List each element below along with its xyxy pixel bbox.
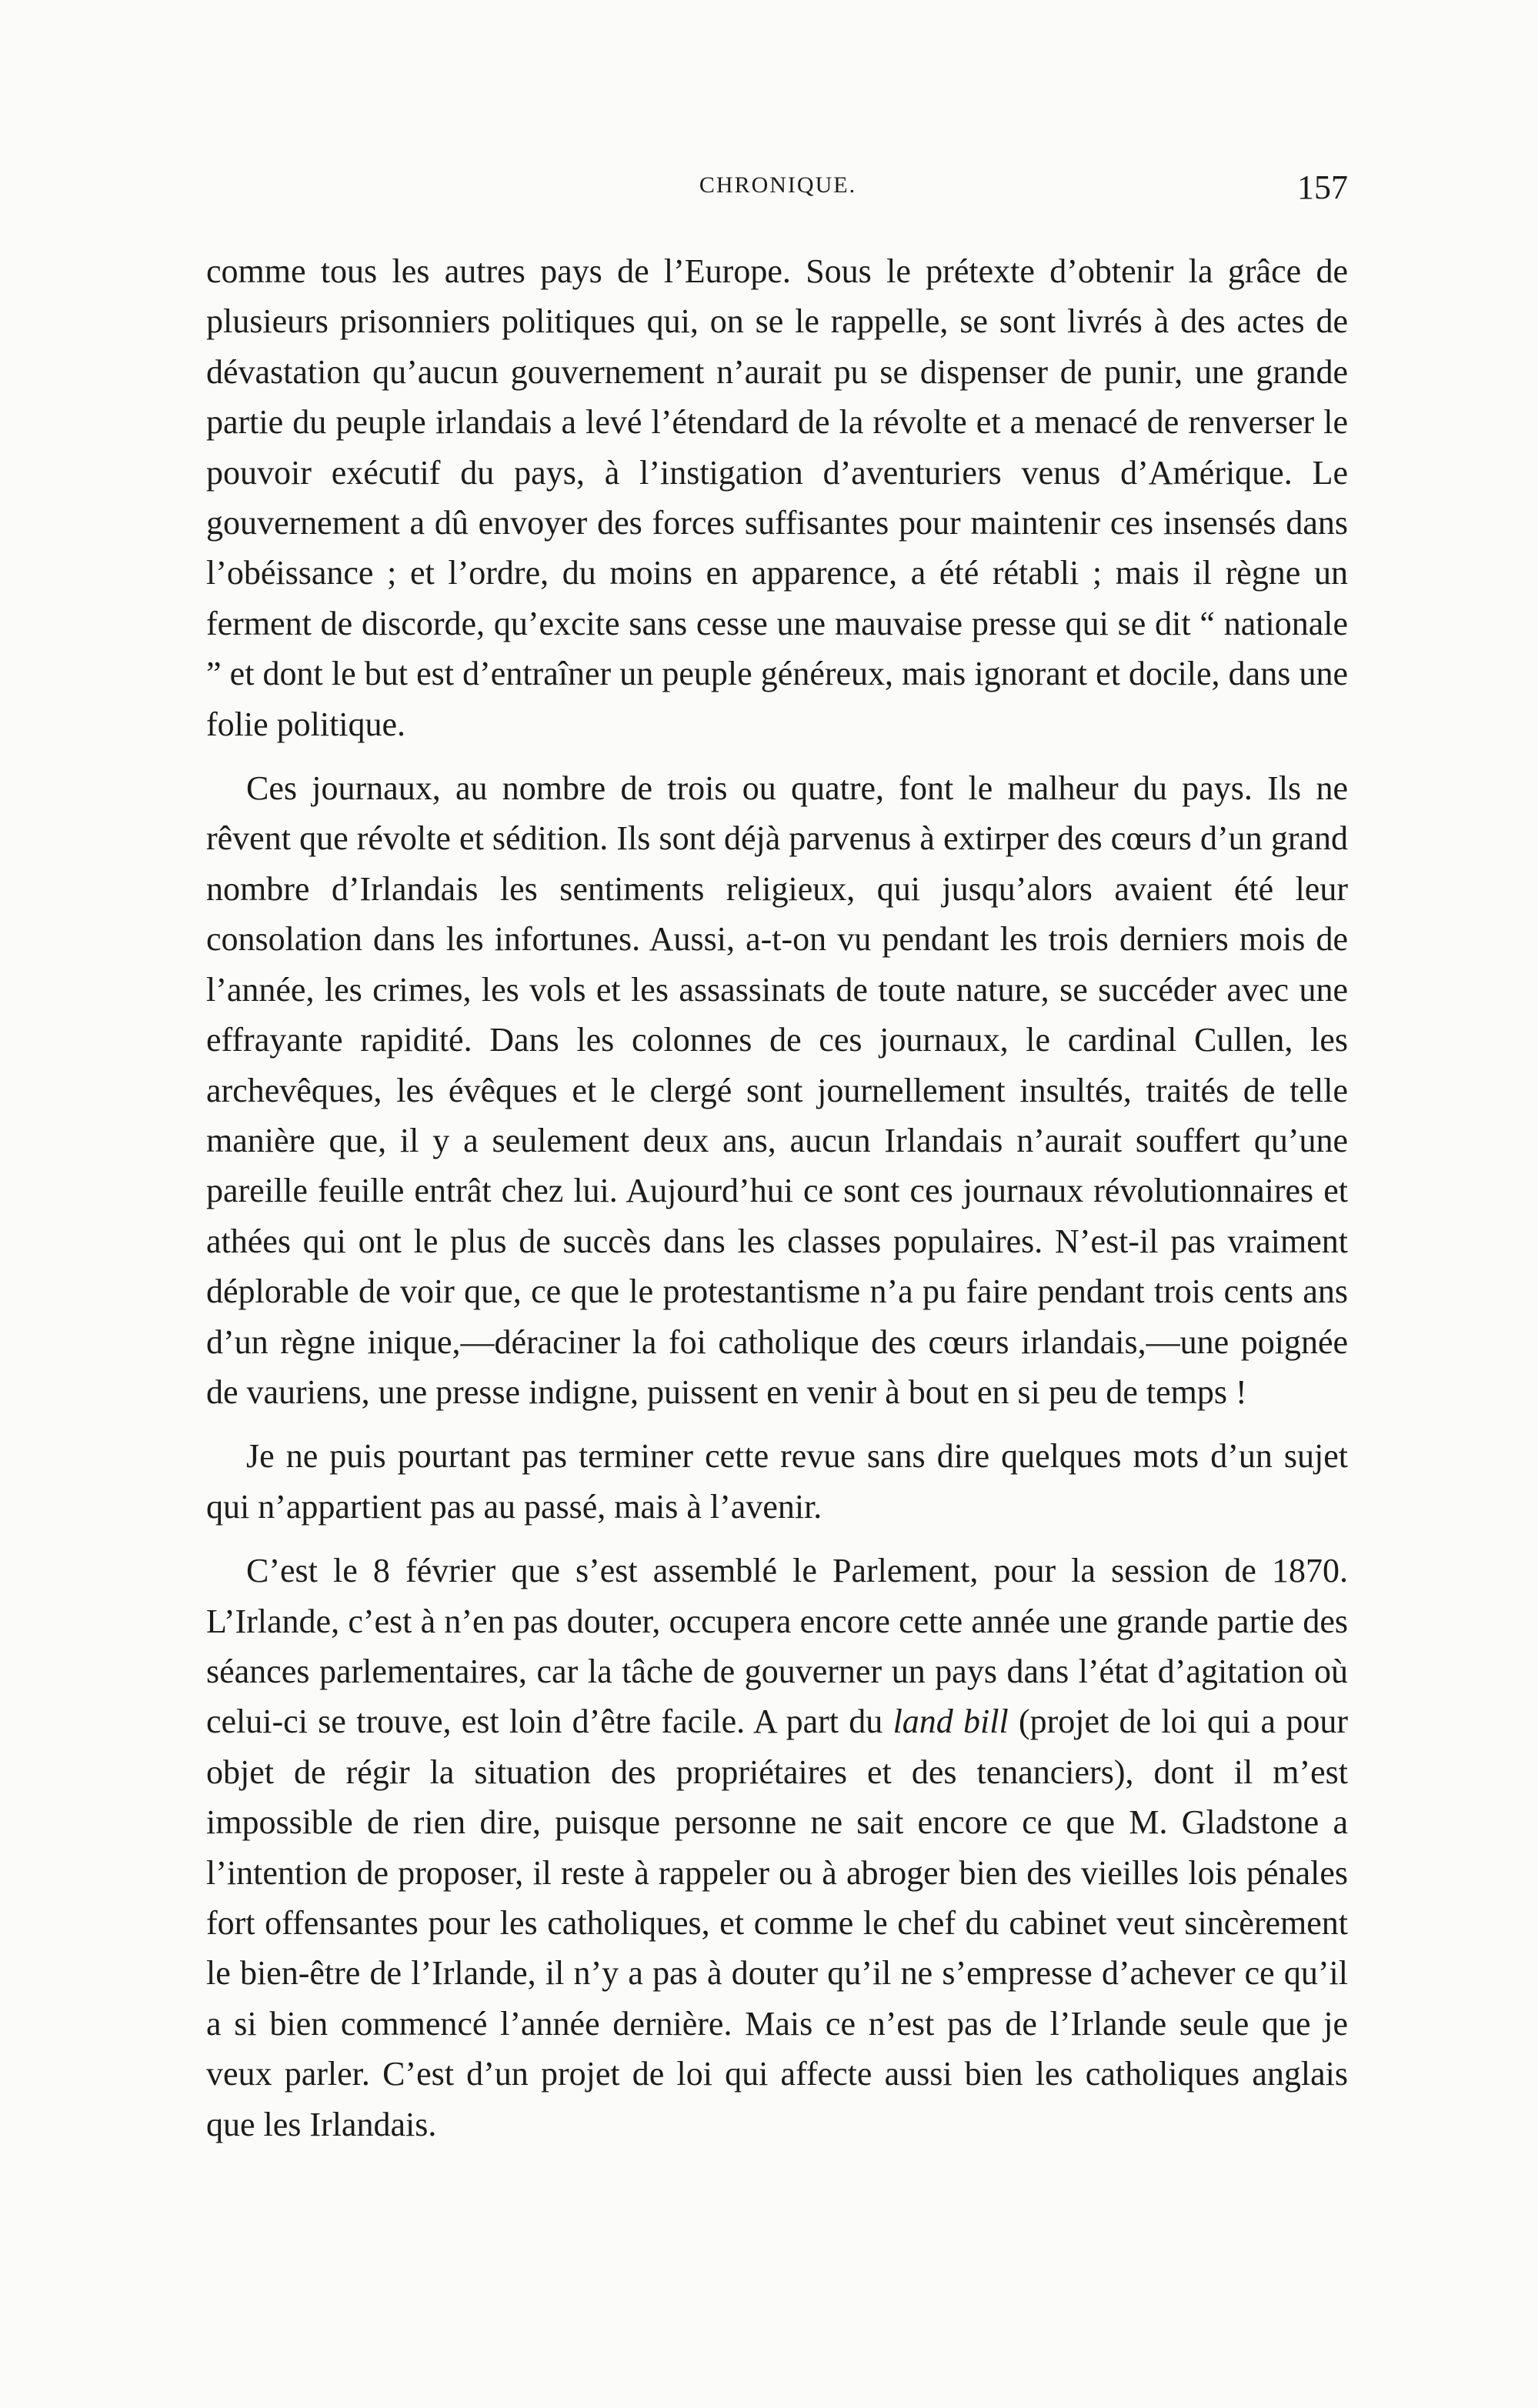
paragraph-2: Ces journaux, au nombre de trois ou quatre, font le malheur du pays. Ils ne rêvent que révolte et sédition. Ils sont déjà parvenus à extirper des cœurs d’un grand nombre d’Irlandais les sentiments religieux, qui jusqu’alors avaient été leur consolation dans les infortunes. Aussi, a-t-on vu pendant les trois derniers mois de l’année, les crimes, les vols et les assassinats de toute nature, se succéder avec une effrayante rapidité. Dans les colonnes de ces journaux, le cardinal Cullen, les archevêques, les évêques et le clergé sont journellement insultés, traités de telle manière que, il y a seulement deux ans, aucun Irlandais n’aurait souffert qu’une pareille feuille entrât chez lui. Aujourd’hui ce sont ces journaux révolutionnaires et athées qui ont le plus de succès dans les classes populaires. N’est-il pas vraiment déplorable de voir que, ce que le protestantisme n’a pu faire pendant trois cents ans d’un règne inique,—déraciner la foi catholique des cœurs irlandais,—une poignée de vauriens, une presse indigne, puissent en venir à bout en si peu de temps ! bbox=[206, 769, 1348, 1411]
land-bill-italic: land bill bbox=[892, 1703, 1009, 1741]
page-number: 157 bbox=[1297, 168, 1348, 206]
running-title: CHRONIQUE. bbox=[699, 172, 857, 198]
paragraph-3: Je ne puis pourtant pas terminer cette revue sans dire quelques mots d’un sujet qui n’appartient pas au passé, mais à l’avenir. bbox=[206, 1437, 1348, 1526]
paragraph-4-text-before: C’est le 8 février que s’est assemblé le Parlement, pour la session de 1870. L’Irlande, c’est à n’en pas douter, occupera encore cette année une grande partie des séances parlementaires, car la tâche de gouverner un pays dans l’état d’agitation où celui-ci se trouve, est loin d’être facile. A part du bbox=[206, 1552, 1348, 1741]
paragraph-4 bbox=[206, 1546, 1348, 2150]
text-block bbox=[206, 246, 1348, 2163]
running-head bbox=[208, 168, 1348, 214]
paragraph-4-text-after: (projet de loi qui a pour objet de régir la situation des propriétaires et des tenanciers), dont il m’est impossible de rien dire, puisque personne ne sait encore ce que M. Gladstone a l’intention de proposer, il reste à rappeler ou à abroger bien des vieilles lois pénales fort offensantes pour les catholiques, et comme le chef du cabinet veut sincèrement le bien-être de l’Irlande, il n’y a pas à douter qu’il ne s’empresse d’achever ce qu’il a si bien commencé l’année dernière. Mais ce n’est pas de l’Irlande seule que je veux parler. C’est d’un projet de loi qui affecte aussi bien les catholiques anglais que les Irlandais. bbox=[206, 1703, 1348, 2143]
paragraph-1: comme tous les autres pays de l’Europe. Sous le prétexte d’obtenir la grâce de plusieurs prisonniers politiques qui, on se le rappelle, se sont livrés à des actes de dévastation qu’aucun gouvernement n’aurait pu se dispenser de punir, une grande partie du peuple irlandais a levé l’étendard de la révolte et a menacé de renverser le pouvoir exécutif du pays, à l’instigation d’aventuriers venus d’Amérique. Le gouvernement a dû envoyer des forces suffisantes pour maintenir ces insensés dans l’obéissance ; et l’ordre, du moins en apparence, a été rétabli ; mais il règne un ferment de discorde, qu’excite sans cesse une mauvaise presse qui se dit “ nationale ” et dont le but est d’entraîner un peuple généreux, mais ignorant et docile, dans une folie politique. bbox=[206, 252, 1348, 743]
